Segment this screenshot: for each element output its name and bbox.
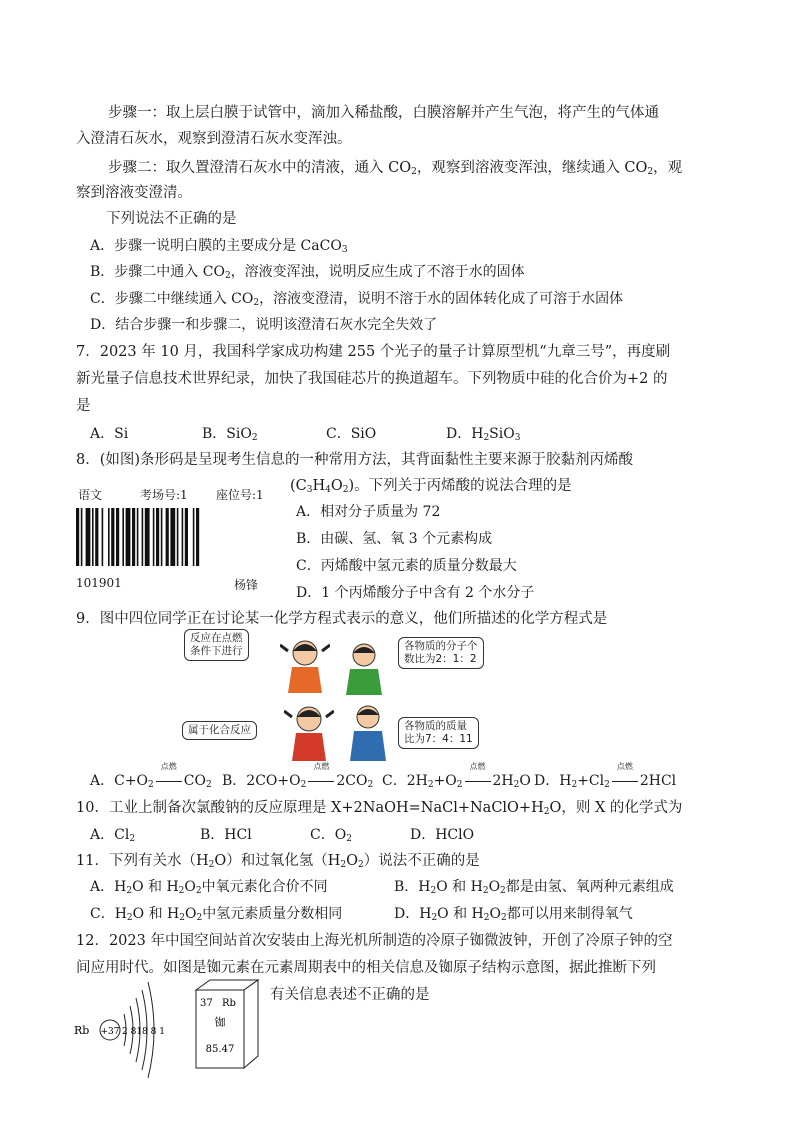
- barcode-stripe: [108, 508, 110, 566]
- barcode-stripe: [95, 508, 98, 566]
- barcode-stripe: [81, 508, 83, 566]
- element-name: 铷: [214, 1016, 226, 1029]
- q8-line2: $(C_3H_4O_2)$。下列关于丙烯酸的说法合理的是: [290, 478, 572, 495]
- q10-option-d: D．HClO: [410, 827, 475, 843]
- barcode-stripe: [182, 508, 184, 566]
- barcode-stripe: [76, 508, 79, 566]
- q10-option-b: B．HCl: [200, 827, 252, 843]
- bubble-mass-ratio: 各物质的质量 比为7：4：11: [398, 717, 479, 749]
- q11-option-a: A．$H_2O$ 和 $H_2O_2$中氧元素化合价不同: [90, 879, 328, 896]
- barcode-stripe: [86, 508, 91, 566]
- q9-option-b: B．$2CO+O_2$ 点燃 $2CO_2$: [222, 762, 374, 790]
- step1-line2: 入澄清石灰水，观察到澄清石灰水变浑浊。: [76, 131, 352, 147]
- barcode-subject: 语文: [78, 488, 103, 502]
- q7-option-c: C．SiO: [326, 426, 377, 442]
- barcode-stripe: [166, 508, 169, 566]
- boy-student-2-icon: [346, 703, 390, 761]
- boy-student-icon: [342, 641, 386, 695]
- step2-line2: 察到溶液变澄清。: [76, 185, 192, 201]
- barcode-stripe: [122, 508, 124, 566]
- barcode-stripe: [132, 508, 135, 566]
- q6-option-c: C．步骤二中继续通入 $CO_2$，溶液变澄清，说明不溶于水的固体转化成了可溶于水固体: [90, 291, 624, 308]
- barcode-stripe: [156, 508, 159, 566]
- q6-option-a: A．步骤一说明白膜的主要成分是 CaCO$_3$: [90, 238, 348, 255]
- q12-line2: 间应用时代。如图是铷元素在元素周期表中的相关信息及铷原子结构示意图，据此推断下列: [76, 960, 656, 976]
- q7-option-b: B．SiO$_2$: [202, 426, 258, 443]
- atom-symbol: Rb: [74, 1024, 90, 1037]
- atomic-mass: 85.47: [205, 1044, 235, 1055]
- bubble-molecule-ratio: 各物质的分子个 数比为2：1：2: [398, 637, 484, 669]
- q11-stem: 11．下列有关水$(H_2O)$和过氧化氢$(H_2O_2)$说法不正确的是: [76, 853, 480, 870]
- barcode-stripe: [153, 508, 155, 566]
- barcode-stripe: [185, 508, 188, 566]
- barcode-stripe: [145, 508, 150, 566]
- q12-line1: 12．2023 年中国空间站首次安装由上海光机所制造的冷原子铷微波钟，开创了冷原子钟的空: [76, 933, 673, 949]
- q6-stem: 下列说法不正确的是: [106, 211, 237, 227]
- barcode-stripe: [161, 508, 163, 566]
- bubble-combination: 属于化合反应: [182, 721, 257, 740]
- q9-option-c: C．$2H_2+O_2$ 点燃 $2H_2O$: [382, 762, 531, 790]
- barcode-stripe: [170, 508, 175, 566]
- q8-line1: 8．(如图)条形码是呈现考生信息的一种常用方法，其背面黏性主要来源于胶黏剂丙烯酸: [76, 452, 634, 468]
- girl-student-icon: [280, 637, 330, 695]
- nucleus-charge: +37: [100, 1027, 120, 1037]
- atomic-number: 37: [200, 998, 213, 1009]
- element-symbol: Rb: [222, 998, 236, 1009]
- barcode-room: 考场号:1: [140, 488, 188, 502]
- q8-option-c: C．丙烯酸中氢元素的质量分数最大: [296, 558, 517, 574]
- q8-option-a: A．相对分子质量为 72: [296, 504, 441, 520]
- q11-option-d: D．$H_2O$ 和 $H_2O_2$都可以用来制得氧气: [394, 906, 633, 923]
- q9-stem: 9．图中四位同学正在讨论某一化学方程式表示的意义，他们所描述的化学方程式是: [76, 611, 608, 627]
- q9-option-d: D．$H_2+Cl_2$ 点燃 2HCl: [534, 762, 677, 790]
- barcode-stripe: [111, 508, 114, 566]
- barcode-bars: [74, 508, 270, 566]
- q7-line1: 7．2023 年 10 月，我国科学家成功构建 255 个光子的量子计算原型机“九章三号”，再度刷: [76, 344, 671, 360]
- step2-line1: 步骤二：取久置澄清石灰水中的清液，通入 $CO_2$，观察到溶液变浑浊，继续通入 $CO_2$，观: [108, 160, 683, 177]
- q9-option-a: A．$C+O_2$ 点燃 $CO_2$: [90, 762, 212, 790]
- q8-option-d: D．1 个丙烯酸分子中含有 2 个水分子: [296, 585, 535, 601]
- q11-option-b: B．$H_2O$ 和 $H_2O_2$都是由氢、氧两种元素组成: [394, 879, 674, 896]
- q8-option-b: B．由碳、氢、氧 3 个元素构成: [296, 531, 493, 547]
- q7-line2: 新光量子信息技术世界纪录，加快了我国硅芯片的换道超车。下列物质中硅的化合价为+2 的: [76, 371, 668, 387]
- barcode-stripe: [193, 508, 195, 566]
- barcode-stripe: [142, 508, 144, 566]
- barcode-seat: 座位号:1: [216, 488, 264, 502]
- barcode-stripe: [116, 508, 119, 566]
- q11-option-c: C．$H_2O$ 和 $H_2O_2$中氢元素质量分数相同: [90, 906, 343, 923]
- barcode-number: 101901: [76, 576, 122, 590]
- discussion-illustration: [180, 627, 486, 761]
- q10-stem: 10．工业上制备次氯酸钠的反应原理是 $X+2NaOH=NaCl+NaClO+H_2O$，则 X 的化学式为: [76, 800, 683, 817]
- barcode-stripe: [102, 508, 104, 566]
- bubble-condition: 反应在点燃 条件下进行: [184, 629, 249, 661]
- rubidium-periodic-cell: [192, 976, 262, 1072]
- q12-line3: 有关信息表述不正确的是: [270, 987, 430, 1003]
- q7-option-a: A．Si: [90, 426, 129, 442]
- q10-option-a: A．$Cl_2$: [90, 827, 136, 844]
- girl-student-2-icon: [284, 705, 334, 761]
- q6-option-b: B．步骤二中通入 $CO_2$，溶液变浑浊，说明反应生成了不溶于水的固体: [90, 264, 525, 281]
- barcode-stripe: [177, 508, 179, 566]
- barcode-stripe: [92, 508, 94, 566]
- step1-line1: 步骤一：取上层白膜于试管中，滴加入稀盐酸，白膜溶解并产生气泡，将产生的气体通: [108, 105, 659, 121]
- q6-option-d: D．结合步骤一和步骤二，说明该澄清石灰水完全失效了: [90, 317, 438, 333]
- barcode-label: [74, 486, 274, 598]
- barcode-stripe: [196, 508, 199, 566]
- q7-line3: 是: [76, 398, 91, 414]
- barcode-stripe: [137, 508, 139, 566]
- electron-shells: 2 818 8 1: [122, 1027, 165, 1037]
- rubidium-atom-diagram: [72, 976, 192, 1080]
- q10-option-c: C．$O_2$: [310, 827, 352, 844]
- barcode-stripe: [126, 508, 131, 566]
- barcode-name: 杨锋: [234, 578, 259, 592]
- q7-option-d: D．$H_2SiO_3$: [446, 426, 521, 443]
